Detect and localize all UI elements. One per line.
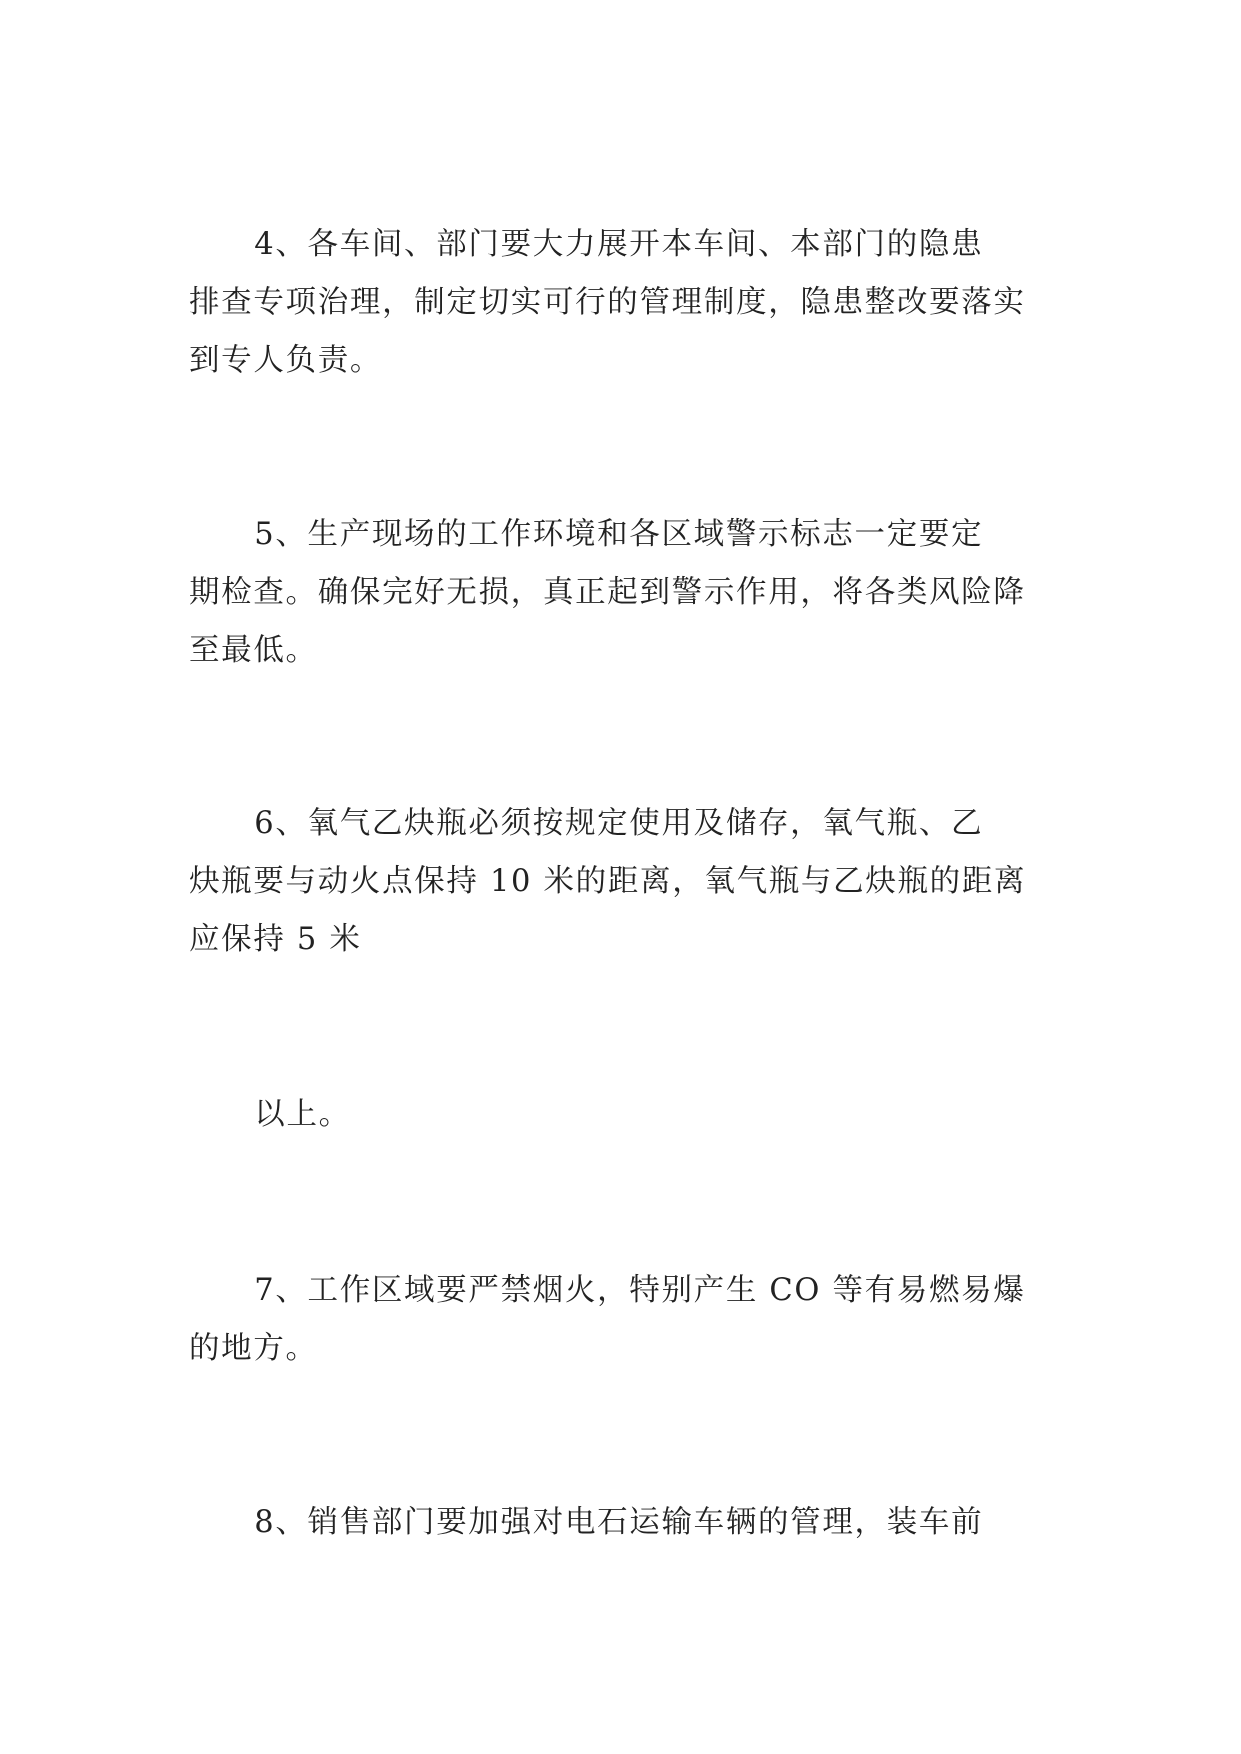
- paragraph-item-4: [189, 216, 1059, 390]
- paragraph-line: 至最低。: [189, 633, 318, 668]
- paragraph-line: 炔瓶要与动火点保持 10 米的距离，氧气瓶与乙炔瓶的距离: [189, 864, 1027, 899]
- paragraph-line: 5、生产现场的工作环境和各区域警示标志一定要定: [254, 517, 984, 552]
- paragraph-item-8: [189, 1494, 1059, 1552]
- paragraph-line: 7、工作区域要严禁烟火，特别产生 CO 等有易燃易爆: [254, 1273, 1026, 1308]
- paragraph-line: 6、氧气乙炔瓶必须按规定使用及储存，氧气瓶、乙: [254, 806, 984, 841]
- paragraph-item-5: [189, 506, 1059, 680]
- paragraph-line: 4、各车间、部门要大力展开本车间、本部门的隐患: [254, 227, 984, 262]
- paragraph-line: 期检查。确保完好无损，真正起到警示作用，将各类风险降: [189, 575, 1026, 610]
- paragraph-line: 到专人负责。: [189, 343, 383, 378]
- paragraph-line: 排查专项治理，制定切实可行的管理制度，隐患整改要落实: [189, 285, 1026, 320]
- paragraph-line: 8、销售部门要加强对电石运输车辆的管理，装车前: [254, 1505, 984, 1540]
- paragraph-line: 应保持 5 米: [189, 922, 362, 957]
- paragraph-line: 的地方。: [189, 1331, 318, 1366]
- paragraph-continuation: [189, 1086, 1059, 1144]
- paragraph-line: 以上。: [254, 1097, 351, 1132]
- paragraph-item-7: [189, 1262, 1059, 1378]
- paragraph-item-6: [189, 795, 1059, 969]
